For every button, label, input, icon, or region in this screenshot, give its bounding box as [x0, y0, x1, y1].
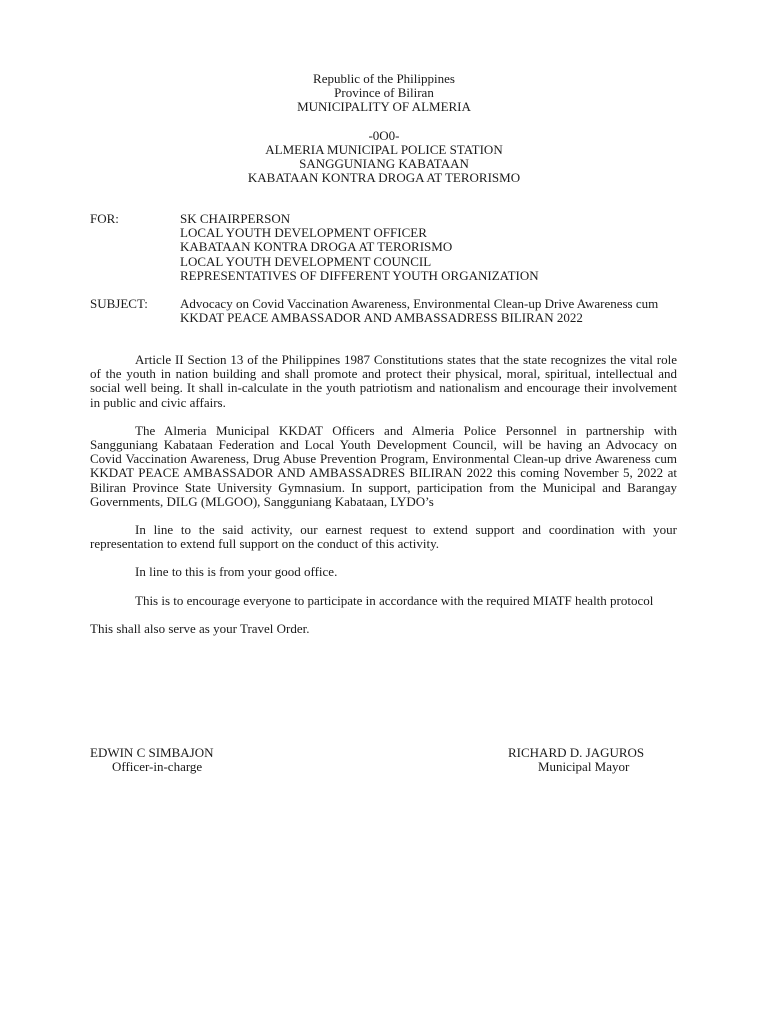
body-paragraph: Article II Section 13 of the Philippines 1987 Constitutions states that the state recognizes the vital role of the youth in nation building and shall promote and protect their physical, moral, spiritual, intellectual and social well being. It shall in-calculate in the youth patriotism and nationalism and encourage their involvement in public and civic affairs.: [90, 352, 677, 410]
municipality-line: MUNICIPALITY OF ALMERIA: [297, 99, 471, 115]
subject-section: [90, 297, 690, 325]
body-paragraph: In line to the said activity, our earnest request to extend support and coordination with your representation to extend full support on the conduct of this activity.: [90, 522, 677, 552]
recipient-item: LOCAL YOUTH DEVELOPMENT COUNCIL: [180, 253, 432, 269]
body-paragraph: In line to this is from your good office.: [135, 564, 338, 580]
signatory-name: EDWIN C SIMBAJON: [90, 745, 214, 760]
republic-line: Republic of the Philippines: [313, 71, 455, 86]
signatory-name: RICHARD D. JAGUROS: [508, 745, 645, 760]
for-section: [90, 212, 690, 283]
subject-text: Advocacy on Covid Vaccination Awareness, Environmental Clean-up Drive Awareness cum KKDAT PEACE AMBASSADOR AND AMBASSADRESS BILIRAN 2022: [180, 296, 659, 326]
recipient-item: REPRESENTATIVES OF DIFFERENT YOUTH ORGANIZATION: [180, 267, 539, 283]
for-label: FOR:: [90, 211, 119, 226]
body-paragraph: This is to encourage everyone to participate in accordance with the required MIATF health protocol: [135, 592, 654, 608]
province-line: Province of Biliran: [334, 85, 434, 101]
recipient-item: LOCAL YOUTH DEVELOPMENT OFFICER: [180, 225, 427, 241]
kkdat-line: KABATAAN KONTRA DROGA AT TERORISMO: [247, 170, 521, 186]
signatory-right: [508, 746, 668, 774]
body-paragraph: The Almeria Municipal KKDAT Officers and Almeria Police Personnel in partnership with Sangguniang Kabataan Federation and Local Youth Development Council, will be having an Advocacy on Covid Vaccination Awareness, Drug Abuse Prevention Program, Environmental Clean-up drive Awareness cum KKDAT PEACE AMBASSADOR AND AMBASSADRES BILIRAN 2022 this coming November 5, 2022 at Biliran Province State University Gymnasium. In support, participation from the Municipal and Barangay Governments, DILG (MLGOO), Sangguniang Kabataan, LYDO’s: [90, 422, 677, 509]
signatory-title: Officer-in-charge: [112, 759, 203, 775]
subject-label: SUBJECT:: [90, 296, 148, 311]
travel-order-line: This shall also serve as your Travel Order.: [90, 620, 310, 636]
recipient-item: KABATAAN KONTRA DROGA AT TERORISMO: [180, 239, 453, 255]
station-line: ALMERIA MUNICIPAL POLICE STATION: [265, 141, 503, 157]
letter-body: [90, 353, 677, 650]
divider-line: -0O0-: [368, 127, 400, 143]
letterhead: [0, 72, 768, 185]
sk-line: SANGGUNIANG KABATAAN: [299, 156, 469, 172]
recipient-list: [180, 212, 539, 283]
recipient-item: SK CHAIRPERSON: [180, 211, 291, 226]
signatory-left: [90, 746, 240, 774]
signatory-title: Municipal Mayor: [538, 759, 630, 775]
